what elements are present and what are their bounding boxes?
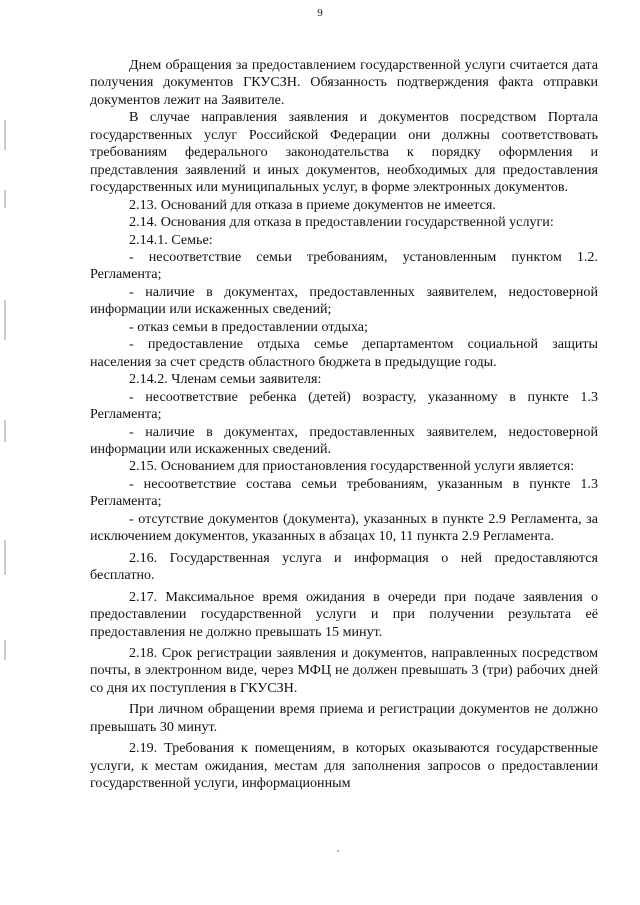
- clause-2-16: 2.16. Государственная услуга и информация о ней предоставляются бесплатно.: [90, 549, 598, 584]
- scan-speck: [337, 850, 339, 852]
- list-item-child-age: - несоответствие ребенка (детей) возрасту, указанному в пункте 1.3 Регламента;: [90, 388, 598, 423]
- clause-2-17: 2.17. Максимальное время ожидания в очереди при подаче заявления о предоставлении государственной услуги и при получении результата её предоставления не должно превышать 15 минут.: [90, 588, 598, 640]
- clause-2-19: 2.19. Требования к помещениям, в которых оказываются государственные услуги, к местам ожидания, местам для заполнения запросов о предоставлении государственной услуги, информационным: [90, 740, 598, 792]
- paragraph-portal-submission: В случае направления заявления и документов посредством Портала государственных услуг Российской Федерации они должны соответствовать требованиям федерального законодательства к порядку оформления и представления заявлений и иных документов, необходимых для предоставления государственных или муниципальных услуг, в форме электронных документов.: [90, 109, 598, 196]
- clause-2-13: 2.13. Оснований для отказа в приеме документов не имеется.: [129, 196, 496, 213]
- list-item-false-information-members: - наличие в документах, предоставленных заявителем, недостоверной информации или искаженных сведений.: [90, 423, 598, 457]
- clause-2-18: 2.18. Срок регистрации заявления и документов, направленных посредством почты, в электронном виде, через МФЦ не должен превышать 3 (три) рабочих дней со дня их поступления в ГКУСЗН.: [90, 644, 598, 696]
- list-item-missing-documents: - отсутствие документов (документа), указанных в пункте 2.9 Регламента, за исключением документов, указанных в абзацах 10, 11 пункта 2.9 Регламента.: [90, 510, 598, 545]
- list-item-family-requirements: - несоответствие семьи требованиям, установленным пунктом 1.2. Регламента;: [90, 248, 598, 283]
- clause-2-14-2: 2.14.2. Членам семьи заявителя:: [129, 371, 322, 388]
- document-body: [90, 57, 598, 793]
- list-item-family-composition: - несоответствие состава семьи требованиям, указанным в пункте 1.3 Регламента;: [90, 475, 598, 510]
- clause-2-14-1: 2.14.1. Семье:: [129, 231, 213, 248]
- page-number: 9: [317, 7, 323, 19]
- paragraph-personal-visit: При личном обращении время приема и регистрации документов не должно превышать 30 минут.: [90, 701, 598, 735]
- list-item-family-refusal: - отказ семьи в предоставлении отдыха;: [129, 318, 368, 335]
- scan-margin-marks: [4, 120, 8, 680]
- clause-2-15: 2.15. Основанием для приостановления государственной услуги является:: [129, 458, 575, 475]
- paragraph-application-date: Днем обращения за предоставлением государственной услуги считается дата получения документов ГКУСЗН. Обязанность подтверждения факта отправки документов лежит на Заявителе.: [90, 57, 598, 108]
- clause-2-14: 2.14. Основания для отказа в предоставлении государственной услуги:: [129, 214, 554, 231]
- list-item-previous-rest: - предоставление отдыха семье департаментом социальной защиты населения за счет средств областного бюджета в предыдущие годы.: [90, 336, 598, 370]
- list-item-false-information: - наличие в документах, предоставленных заявителем, недостоверной информации или искаженных сведений;: [90, 283, 598, 318]
